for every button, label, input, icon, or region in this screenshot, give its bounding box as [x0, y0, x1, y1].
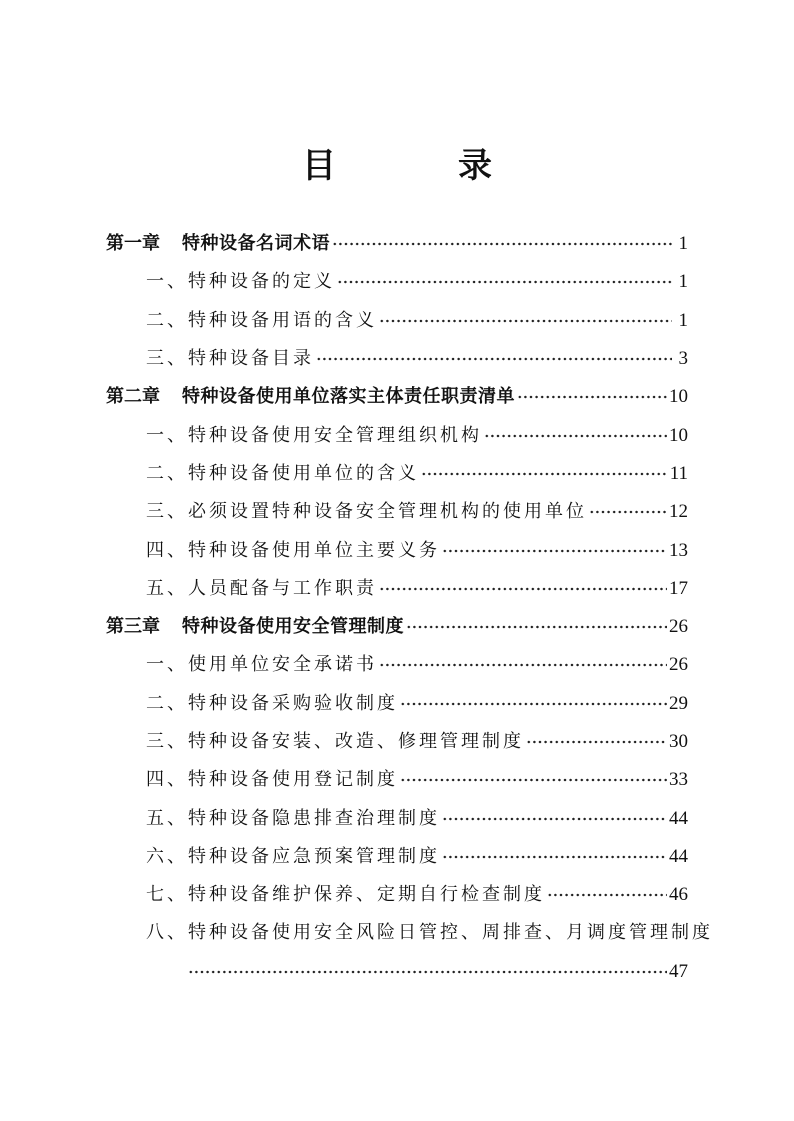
- section-title: 五、特种设备隐患排查治理制度: [146, 807, 440, 829]
- page-number: 1: [678, 309, 688, 331]
- chapter-number: 第三章: [106, 616, 160, 638]
- dot-leader: [406, 616, 667, 638]
- toc-section[interactable]: [106, 263, 688, 301]
- dot-leader: [400, 693, 667, 715]
- dot-leader: [484, 425, 667, 447]
- page-number: 30: [669, 731, 688, 752]
- dot-leader: [526, 731, 667, 753]
- page-number: 1: [678, 233, 688, 255]
- table-of-contents: [106, 225, 713, 991]
- page-number: 44: [669, 845, 688, 867]
- toc-section[interactable]: [106, 455, 688, 493]
- section-title: 二、特种设备使用单位的含义: [146, 462, 419, 484]
- toc-chapter-2[interactable]: [106, 378, 688, 416]
- toc-section[interactable]: [106, 876, 688, 914]
- dot-leader: [517, 386, 667, 408]
- section-title: 三、必须设置特种设备安全管理机构的使用单位: [146, 501, 587, 523]
- toc-section[interactable]: [106, 340, 688, 378]
- page-number: 26: [669, 654, 688, 676]
- dot-leader: [379, 310, 672, 332]
- dot-leader: [547, 884, 667, 906]
- toc-section[interactable]: [106, 914, 713, 952]
- page-number: 26: [669, 616, 688, 638]
- dot-leader: [337, 271, 672, 293]
- dot-leader: [442, 846, 667, 868]
- toc-section[interactable]: [106, 761, 688, 799]
- toc-title: 目 录: [302, 146, 536, 186]
- dot-leader: [379, 654, 667, 676]
- chapter-title: 特种设备名词术语: [182, 233, 330, 255]
- dot-leader: [332, 233, 672, 255]
- page-number: 3: [678, 348, 688, 370]
- toc-section[interactable]: [106, 685, 688, 723]
- section-title: 四、特种设备使用单位主要义务: [146, 539, 440, 561]
- toc-section[interactable]: [106, 416, 688, 454]
- toc-section[interactable]: [106, 493, 688, 531]
- section-title: 三、特种设备目录: [146, 348, 314, 370]
- section-title: 三、特种设备安装、改造、修理管理制度: [146, 731, 524, 752]
- dot-leader: [421, 463, 668, 485]
- toc-section[interactable]: [106, 302, 688, 340]
- dot-leader: [442, 540, 667, 562]
- page-number: 33: [669, 769, 688, 791]
- toc-chapter-1[interactable]: [106, 225, 688, 263]
- chapter-number: 第二章: [106, 386, 160, 408]
- dot-leader: [400, 769, 667, 791]
- dot-leader: [442, 808, 667, 830]
- section-title: 七、特种设备维护保养、定期自行检查制度: [146, 884, 545, 906]
- toc-section[interactable]: [106, 799, 688, 837]
- section-title: 四、特种设备使用登记制度: [146, 769, 398, 791]
- page-number: 10: [669, 424, 688, 446]
- page-number: 29: [669, 692, 688, 714]
- dot-leader: [188, 961, 667, 983]
- chapter-number: 第一章: [106, 233, 160, 255]
- section-title: 六、特种设备应急预案管理制度: [146, 845, 440, 867]
- page-number: 1: [678, 271, 688, 293]
- page-number: 44: [669, 807, 688, 829]
- toc-section-continuation[interactable]: [106, 953, 688, 991]
- toc-section[interactable]: [106, 531, 688, 569]
- page-number: 13: [669, 539, 688, 561]
- toc-section[interactable]: [106, 838, 688, 876]
- toc-section[interactable]: [106, 646, 688, 684]
- page-number: 47: [669, 960, 688, 982]
- toc-section[interactable]: [106, 723, 688, 761]
- section-title: 二、特种设备用语的含义: [146, 309, 377, 331]
- section-title: 一、特种设备使用安全管理组织机构: [146, 424, 482, 446]
- page-number: 12: [669, 501, 688, 523]
- page-number: 17: [669, 577, 688, 599]
- section-title: 五、人员配备与工作职责: [146, 577, 377, 599]
- page-number: 46: [669, 884, 688, 906]
- page-number: 10: [669, 386, 688, 408]
- chapter-title: 特种设备使用单位落实主体责任职责清单: [182, 386, 515, 408]
- dot-leader: [589, 501, 667, 523]
- chapter-title: 特种设备使用安全管理制度: [182, 616, 404, 638]
- section-title: 八、特种设备使用安全风险日管控、周排查、月调度管理制度: [146, 922, 713, 944]
- dot-leader: [316, 348, 672, 370]
- toc-chapter-3[interactable]: [106, 608, 688, 646]
- section-title: 二、特种设备采购验收制度: [146, 692, 398, 714]
- page-number: 11: [669, 462, 688, 484]
- section-title: 一、使用单位安全承诺书: [146, 654, 377, 676]
- dot-leader: [379, 578, 667, 600]
- section-title: 一、特种设备的定义: [146, 271, 335, 293]
- toc-section[interactable]: [106, 570, 688, 608]
